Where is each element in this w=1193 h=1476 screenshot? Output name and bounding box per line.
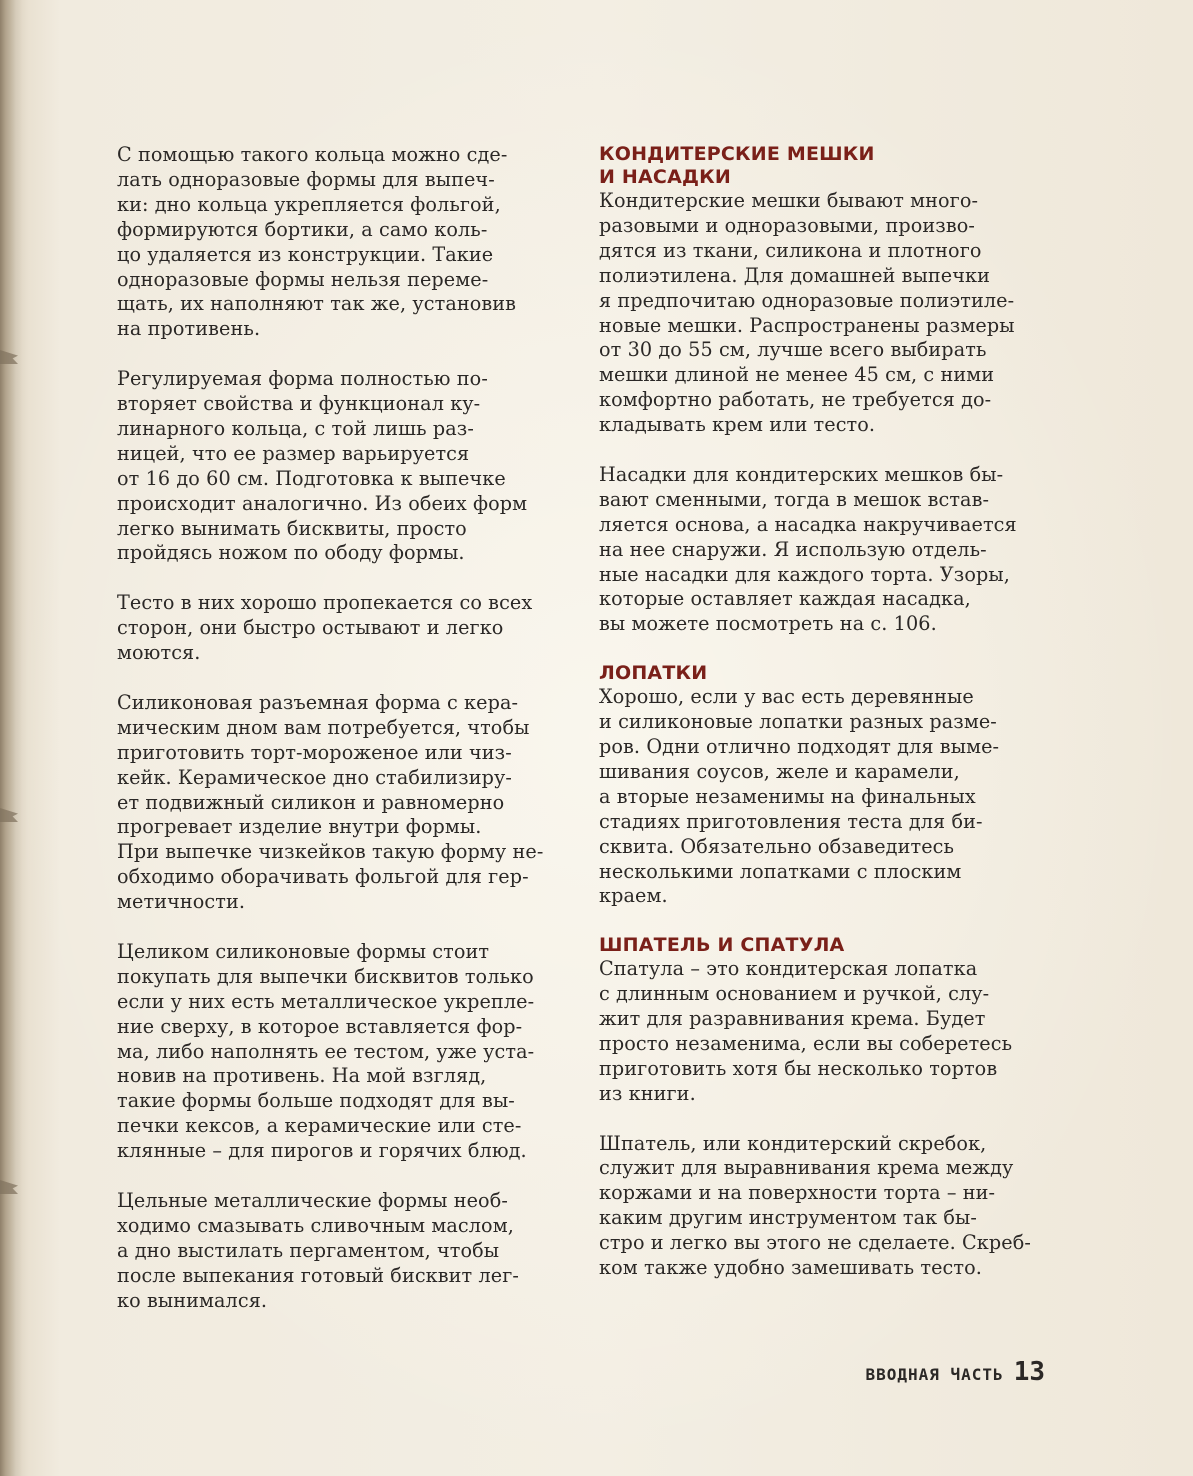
section-spatulas	[599, 662, 1049, 909]
section-heading: КОНДИТЕРСКИЕ МЕШКИ И НАСАДКИ	[599, 143, 875, 188]
section-scraper-and-palette-knife	[599, 934, 1049, 1281]
paragraph: Тесто в них хорошо пропекается со всех сторон, они быстро остывают и легко моются.	[117, 591, 533, 665]
section-heading: ЛОПАТКИ	[599, 662, 708, 685]
paragraph: Хорошо, если у вас есть деревянные и силиконовые лопатки разных разме- ров. Одни отлично подходят для выме- шивания соусов, желе и карамели, а вторые незаменимы на финальных стадиях приготовления теста для би- сквита. Обязательно обзаведитесь несколькими лопатками с плоским краем.	[599, 685, 1000, 908]
paragraph: С помощью такого кольца можно сде- лать одноразовые формы для выпеч- ки: дно кольца укрепляется фольгой, формируются бортики, а само коль- цо удаляется из конструкции. Такие одноразовые формы нельзя переме- щать, их наполняют так же, установив на противень.	[117, 143, 517, 341]
paragraph: Регулируемая форма полностью по- вторяет свойства и функционал ку- линарного кольца, с той лишь раз- ницей, что ее размер варьируется от 16 до 60 см. Подготовка к выпечке происходит аналогично. Из обеих форм легко вынимать бисквиты, просто пройдясь ножом по ободу формы.	[117, 367, 528, 565]
right-column	[599, 143, 1049, 1306]
page-binding-edge	[0, 0, 22, 1476]
left-column	[117, 143, 562, 1338]
paragraph: Насадки для кондитерских мешков бы- вают сменными, тогда в мешок встав- ляется основа, а насадка накручивается на нее снаружи. Я использую отдель- ные насадки для каждого торта. Узоры, которые оставляет каждая насадка, вы можете посмотреть на с. 106.	[599, 462, 1017, 636]
paragraph: Силиконовая разъемная форма с кера- мическим дном вам потребуется, чтобы приготовить торт-мороженое или чиз- кейк. Керамическое дно стабилизиру- ет подвижный силикон и равномерно прогревает изделие внутри формы. При выпечке чизкейков такую форму не- обходимо оборачивать фольгой для гер- метичности.	[117, 690, 544, 914]
section-piping-bags	[599, 143, 1049, 637]
paragraph: Спатула – это кондитерская лопатка с длинным основанием и ручкой, слу- жит для разравнивания крема. Будет просто незаменима, если вы соберетесь приготовить хотя бы несколько тортов из книги.	[599, 957, 1013, 1105]
paragraph: Шпатель, или кондитерский скребок, служит для выравнивания крема между коржами и на поверхности торта – ни- каким другим инструментом так бы- стро и легко вы этого не сделаете. Скреб- ком также удобно замешивать тесто.	[599, 1131, 1031, 1280]
page-number: 13	[1013, 1357, 1045, 1387]
paragraph: Целиком силиконовые формы стоит покупать для выпечки бисквитов только если у них есть металлическое укрепле- ние сверху, в которое вставляется фор- ма, либо наполнять ее тестом, уже уста- новив на противень. На мой взгляд, такие формы больше подходят для вы- печки кексов, а керамические или сте- клянные – для пирогов и горячих блюд.	[117, 939, 535, 1163]
page-footer	[865, 1357, 1045, 1387]
footer-section-label: ВВОДНАЯ ЧАСТЬ	[865, 1365, 1004, 1384]
paragraph: Кондитерские мешки бывают много- разовыми и одноразовыми, произво- дятся из ткани, силикона и плотного полиэтилена. Для домашней выпечки я предпочитаю одноразовые полиэтиле- новые мешки. Распространены размеры от 30 до 55 см, лучше всего выбирать мешки длиной не менее 45 см, с ними комфортно работать, не требуется до- кладывать крем или тесто.	[599, 189, 1015, 437]
section-heading: ШПАТЕЛЬ И СПАТУЛА	[599, 934, 845, 957]
paragraph: Цельные металлические формы необ- ходимо смазывать сливочным маслом, а дно выстилать пергаментом, чтобы после выпекания готовый бисквит лег- ко вынимался.	[117, 1188, 519, 1312]
